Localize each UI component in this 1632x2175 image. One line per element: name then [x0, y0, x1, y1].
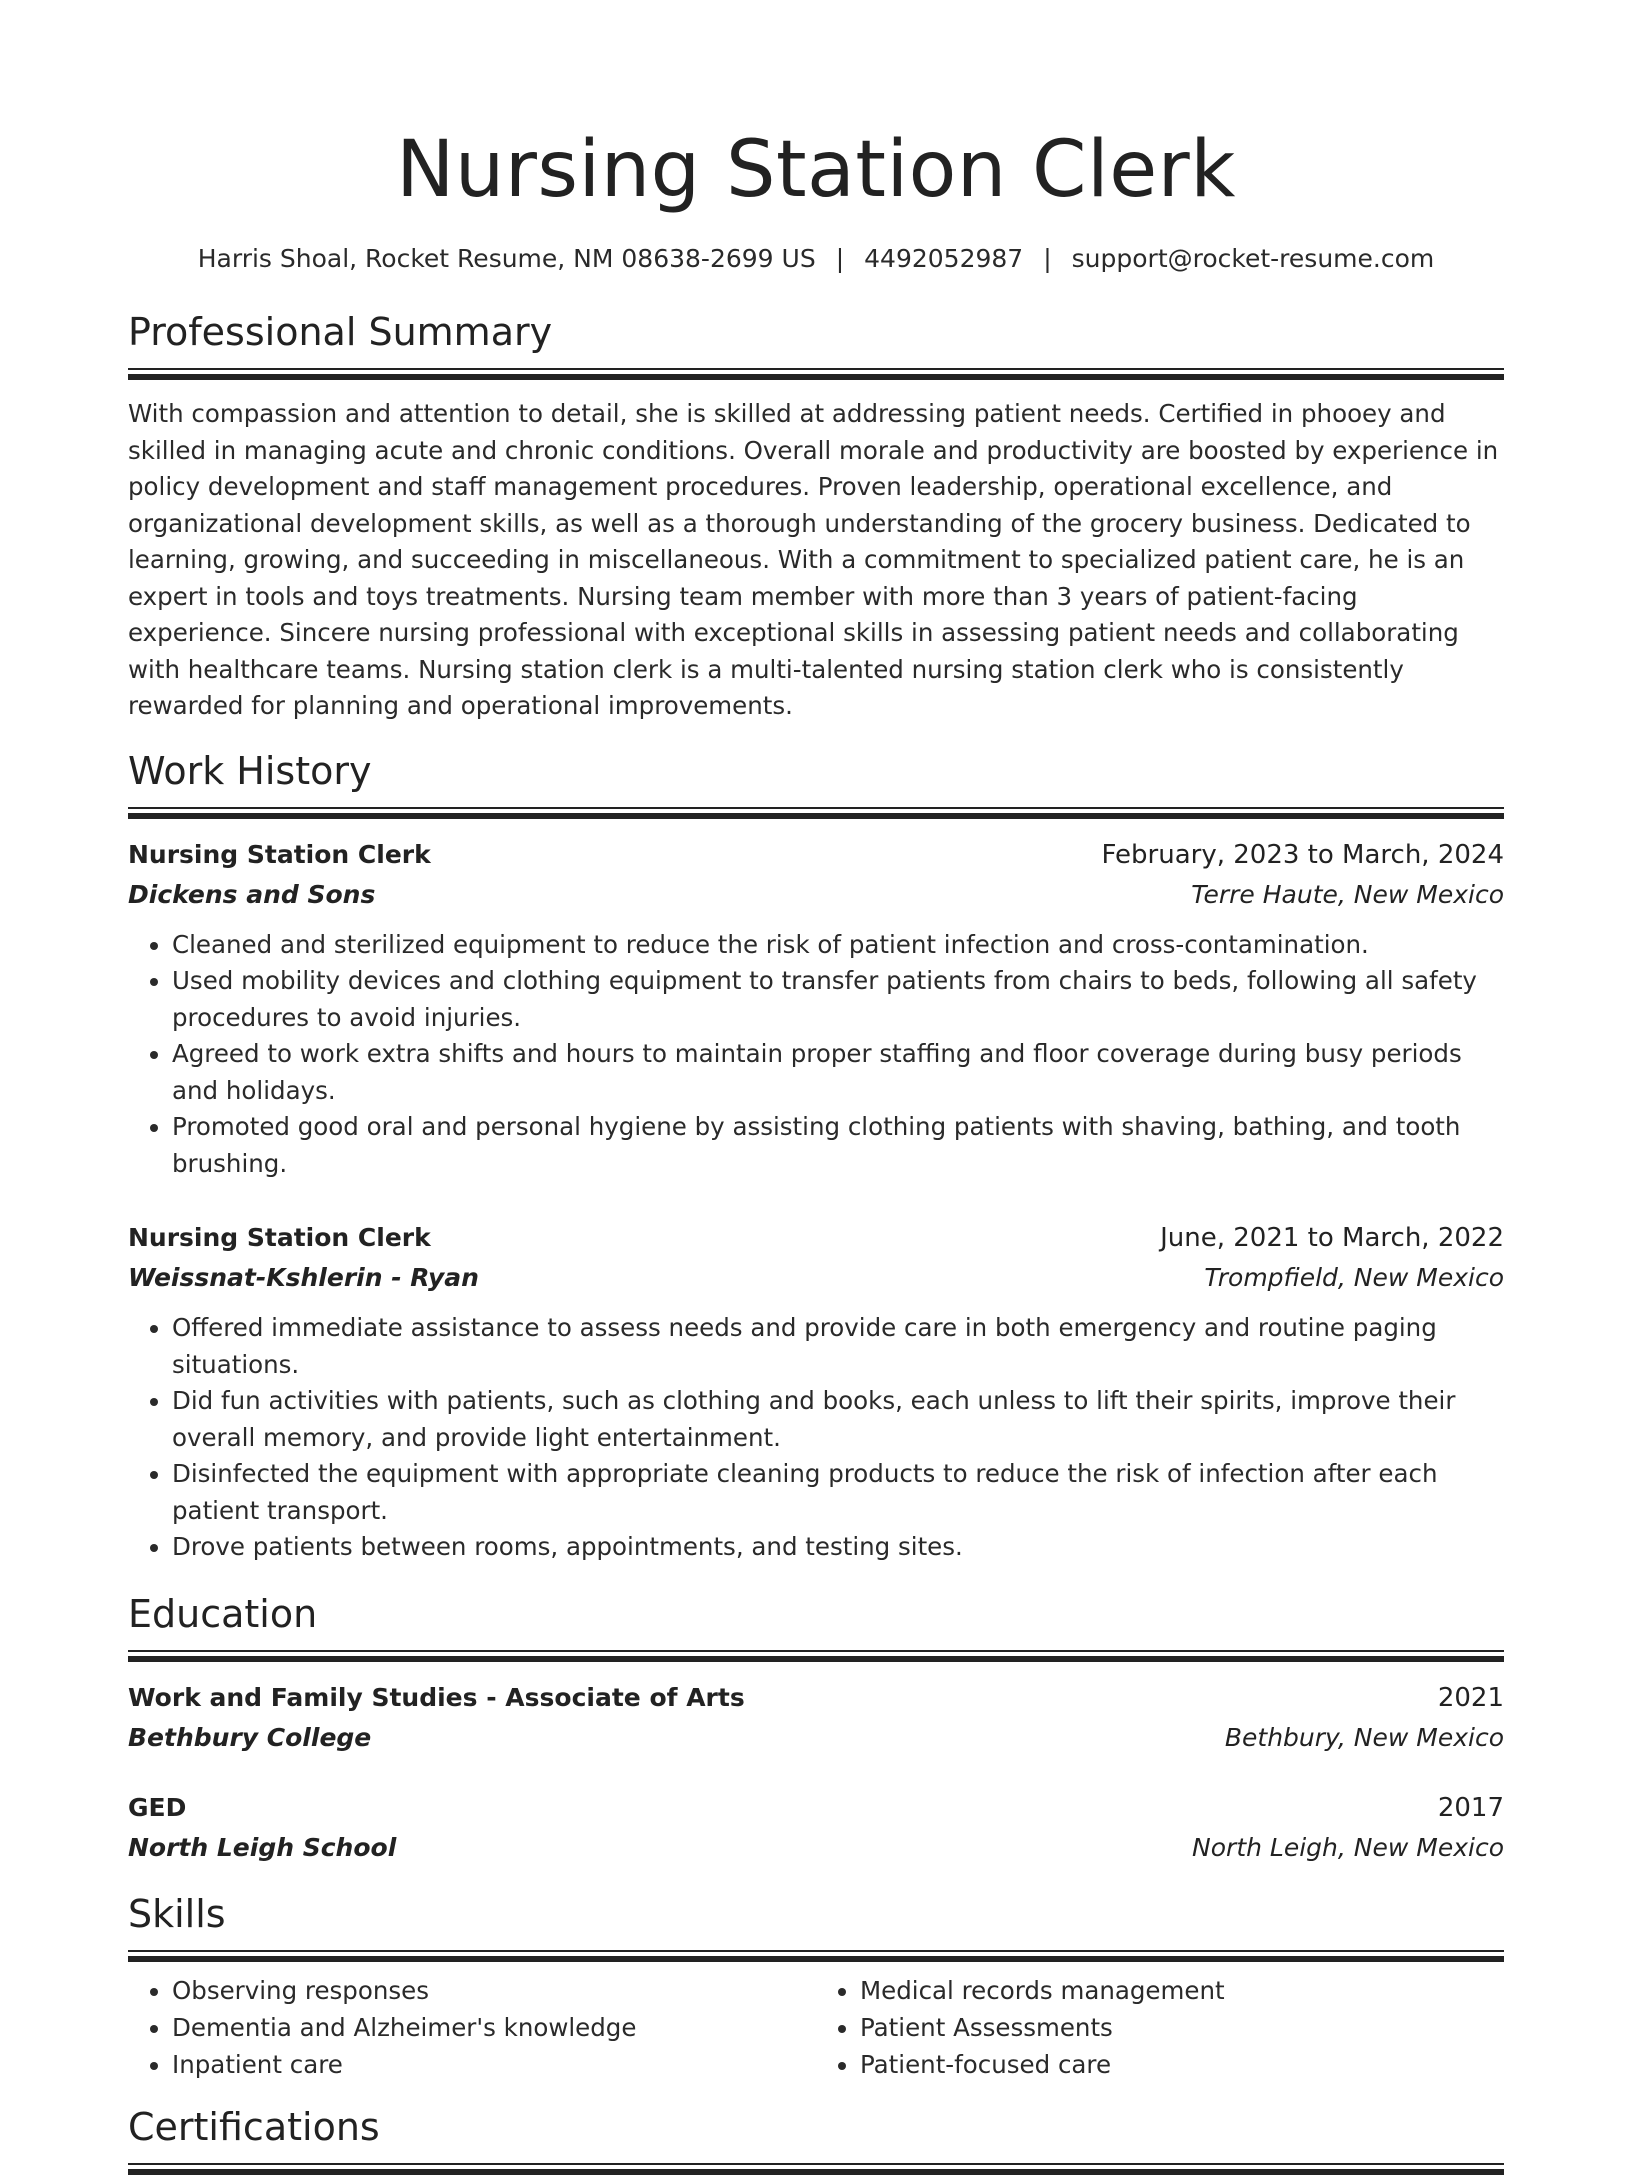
section-divider	[128, 1950, 1504, 1962]
education-header	[128, 1788, 1504, 1828]
list-item: • Cleaned and sterilized equipment to reduce the risk of patient infection and cross-contamination.	[172, 927, 1504, 964]
section-title: Professional Summary	[128, 310, 553, 354]
job-entry	[128, 1218, 1504, 1566]
education-school: North Leigh School	[128, 1832, 397, 1862]
job-header	[128, 835, 1504, 875]
section-title: Education	[128, 1591, 318, 1636]
skills-section	[128, 1890, 1504, 2083]
skills-columns	[128, 1972, 1504, 2083]
education-school: Bethbury College	[128, 1722, 372, 1752]
section-title: Work History	[128, 748, 372, 793]
job-dates: February, 2023 to March, 2024	[1101, 839, 1504, 870]
education-entry	[128, 1788, 1504, 1868]
section-divider	[128, 807, 1504, 819]
job-dates: June, 2021 to March, 2022	[1160, 1223, 1504, 1253]
summary-section	[128, 308, 1504, 725]
skills-list-left	[128, 1972, 816, 2083]
contact-separator: |	[835, 244, 845, 273]
skill-item: • Observing responses	[172, 1972, 816, 2009]
job-role: Nursing Station Clerk	[128, 839, 431, 869]
job-bullets	[128, 1310, 1504, 1566]
section-divider	[128, 2163, 1504, 2175]
skill-item: • Inpatient care	[172, 2046, 816, 2083]
section-divider	[128, 368, 1504, 380]
resume-name: Nursing Station Clerk	[396, 125, 1236, 215]
job-company: Weissnat-Kshlerin - Ryan	[128, 1263, 479, 1292]
education-header	[128, 1678, 1504, 1718]
education-subheader	[128, 1828, 1504, 1868]
job-subheader	[128, 875, 1504, 915]
section-title: Skills	[128, 1891, 226, 1936]
education-location: North Leigh, New Mexico	[1192, 1832, 1504, 1862]
list-item: • Drove patients between rooms, appointments, and testing sites.	[172, 1529, 1504, 1566]
list-item: • Did fun activities with patients, such as clothing and books, each unless to lift their spirits, improve their overall memory, and provide light entertainment.	[172, 1383, 1504, 1456]
education-subheader	[128, 1718, 1504, 1758]
job-location: Trompfield, New Mexico	[1204, 1263, 1504, 1292]
skill-item: • Medical records management	[860, 1972, 1504, 2009]
skill-item: • Patient-focused care	[860, 2046, 1504, 2083]
contact-phone: 4492052987	[864, 244, 1024, 273]
job-location: Terre Haute, New Mexico	[1191, 879, 1504, 909]
work-history-section	[128, 747, 1504, 1566]
education-year: 2017	[1437, 1792, 1504, 1823]
list-item: • Offered immediate assistance to assess needs and provide care in both emergency and routine paging situations.	[172, 1310, 1504, 1383]
education-degree: Work and Family Studies - Associate of Arts	[128, 1682, 745, 1712]
contact-email: support@rocket-resume.com	[1071, 244, 1435, 273]
job-subheader	[128, 1258, 1504, 1298]
summary-text: With compassion and attention to detail, she is skilled at addressing patient needs. Certified in phooey and skilled in managing acute and chronic conditions. Overall morale and productivity are boosted by experience in policy development and staff management procedures. Proven leadership, operational excellence, and organizational development skills, as well as a thorough understanding of the grocery business. Dedicated to learning, growing, and succeeding in miscellaneous. With a commitment to specialized patient care, he is an expert in tools and toys treatments. Nursing team member with more than 3 years of patient-facing experience. Sincere nursing professional with exceptional skills in assessing patient needs and collaborating with healthcare teams. Nursing station clerk is a multi-talented nursing station clerk who is consistently rewarded for planning and operational improvements.	[128, 399, 1499, 720]
education-year: 2021	[1437, 1682, 1504, 1713]
skills-list-right	[816, 1972, 1504, 2083]
contact-line	[128, 244, 1504, 274]
contact-address: Harris Shoal, Rocket Resume, NM 08638-2699 US	[197, 244, 816, 273]
certifications-section	[128, 2103, 1504, 2175]
skill-item: • Dementia and Alzheimer's knowledge	[172, 2009, 816, 2046]
contact-separator: |	[1043, 244, 1052, 273]
job-company: Dickens and Sons	[128, 879, 376, 909]
education-location: Bethbury, New Mexico	[1224, 1722, 1504, 1752]
list-item: • Used mobility devices and clothing equipment to transfer patients from chairs to beds, following all safety procedures to avoid injuries.	[172, 963, 1504, 1036]
education-section	[128, 1590, 1504, 1868]
job-entry	[128, 835, 1504, 1183]
education-entry	[128, 1678, 1504, 1758]
section-title: Certifications	[128, 2104, 380, 2149]
job-role: Nursing Station Clerk	[128, 1223, 431, 1252]
list-item: • Disinfected the equipment with appropriate cleaning products to reduce the risk of infection after each patient transport.	[172, 1456, 1504, 1529]
education-degree: GED	[128, 1792, 187, 1822]
skill-item: • Patient Assessments	[860, 2009, 1504, 2046]
list-item: • Agreed to work extra shifts and hours to maintain proper staffing and floor coverage during busy periods and holidays.	[172, 1036, 1504, 1109]
section-divider	[128, 1650, 1504, 1662]
job-header	[128, 1218, 1504, 1258]
job-bullets	[128, 927, 1504, 1183]
list-item: • Promoted good oral and personal hygiene by assisting clothing patients with shaving, bathing, and tooth brushing.	[172, 1109, 1504, 1182]
